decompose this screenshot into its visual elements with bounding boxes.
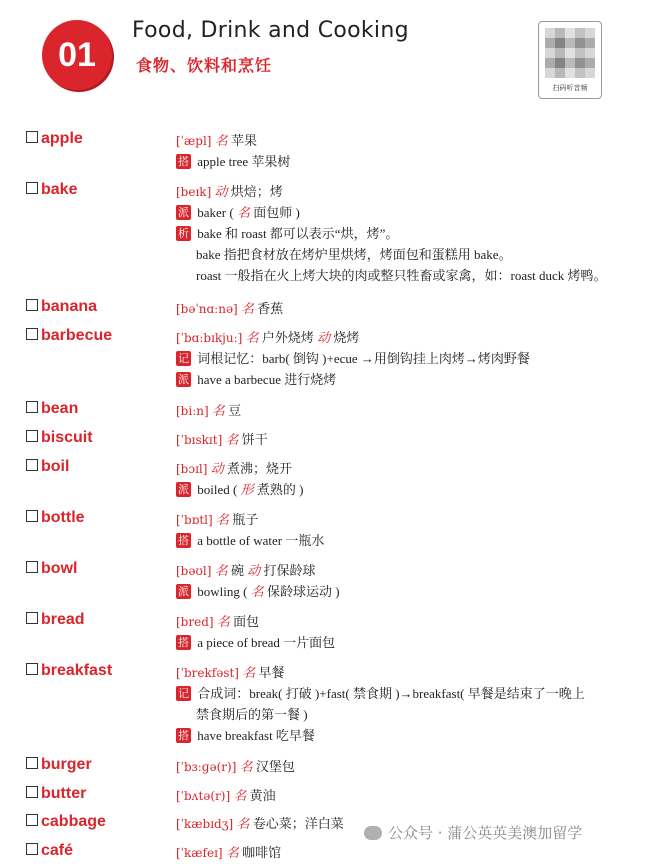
headword-text: banana bbox=[41, 298, 98, 315]
checkbox-icon[interactable] bbox=[26, 814, 38, 826]
headword bbox=[26, 509, 85, 527]
meaning-text: 香蕉 bbox=[257, 301, 284, 316]
note-tag-icon: 记 bbox=[178, 352, 189, 365]
phonetic: [ˈkæfeɪ] bbox=[176, 846, 223, 860]
part-of-speech: 动 bbox=[214, 185, 228, 200]
unit-title-cn: 食物、饮料和烹饪 bbox=[136, 56, 273, 75]
definition-line bbox=[176, 202, 636, 223]
definition-block bbox=[176, 509, 636, 551]
part-of-speech: 名 bbox=[233, 789, 247, 804]
note-tag-icon: 搭 bbox=[178, 155, 189, 168]
checkbox-icon[interactable] bbox=[26, 510, 38, 522]
part-of-speech: 动 bbox=[317, 331, 331, 346]
note-tag-icon: 析 bbox=[178, 227, 189, 240]
part-of-speech: 名 bbox=[215, 513, 229, 528]
definition-block bbox=[176, 785, 636, 806]
part-of-speech: 名 bbox=[211, 404, 225, 419]
headword-text: café bbox=[41, 842, 74, 859]
meaning-text: 打保龄球 bbox=[263, 563, 316, 578]
definition-line bbox=[176, 429, 636, 450]
phonetic: [beɪk] bbox=[176, 185, 212, 199]
unit-number-badge: 01 bbox=[42, 20, 112, 90]
definition-block bbox=[176, 458, 636, 500]
headword-text: boil bbox=[41, 458, 70, 475]
definition-block bbox=[176, 400, 636, 421]
headword bbox=[26, 560, 77, 578]
headword-text: cabbage bbox=[41, 813, 106, 830]
definition-line bbox=[176, 632, 636, 653]
phonetic: [ˈbɒtl] bbox=[176, 513, 213, 527]
definition-block bbox=[176, 756, 636, 777]
part-of-speech: 动 bbox=[210, 462, 224, 477]
definition-line bbox=[176, 348, 636, 369]
meaning-text: 黄油 bbox=[249, 788, 276, 803]
definition-block bbox=[176, 327, 636, 390]
headword bbox=[26, 785, 86, 803]
meaning-text: 瓶子 bbox=[232, 512, 259, 527]
definition-block bbox=[176, 298, 636, 319]
phonetic: [ˈkæbɪdʒ] bbox=[176, 817, 234, 831]
meaning-text: have a barbecue 进行烧烤 bbox=[197, 372, 337, 387]
checkbox-icon[interactable] bbox=[26, 430, 38, 442]
watermark-text: 公众号 · 蒲公英英美澳加留学 bbox=[388, 824, 583, 842]
headword-text: bake bbox=[41, 181, 78, 198]
headword bbox=[26, 400, 78, 418]
meaning-text: apple tree 苹果树 bbox=[197, 154, 291, 169]
definition-line bbox=[176, 611, 636, 632]
meaning-text: 早餐 bbox=[258, 665, 285, 680]
meaning-text: have breakfast 吃早餐 bbox=[197, 728, 315, 743]
checkbox-icon[interactable] bbox=[26, 786, 38, 798]
definition-line bbox=[176, 458, 636, 479]
headword bbox=[26, 130, 83, 148]
meaning-text: roast 一般指在火上烤大块的肉或整只牲畜或家禽，如：roast duck 烤鸭。 bbox=[196, 268, 607, 283]
definition-line bbox=[176, 756, 636, 777]
definition-line bbox=[176, 560, 636, 581]
definition-block bbox=[176, 181, 636, 286]
meaning-text: 禁食期后的第一餐 ) bbox=[196, 707, 308, 722]
part-of-speech: 名 bbox=[242, 666, 256, 681]
headword-text: butter bbox=[41, 785, 87, 802]
headword-text: bread bbox=[41, 611, 85, 628]
definition-line bbox=[176, 479, 636, 500]
meaning-text: 词根记忆：barb( 倒钩 )+ecue →用倒钩挂上肉烤→烤肉野餐 bbox=[197, 351, 530, 366]
derived-word: bowling ( bbox=[197, 584, 248, 599]
phonetic: [ˈbɜːɡə(r)] bbox=[176, 760, 237, 774]
headword bbox=[26, 662, 112, 680]
checkbox-icon[interactable] bbox=[26, 182, 38, 194]
meaning-text: 豆 bbox=[228, 403, 242, 418]
headword-text: apple bbox=[41, 130, 83, 147]
checkbox-icon[interactable] bbox=[26, 757, 38, 769]
phonetic: [bəʊl] bbox=[176, 564, 212, 578]
meaning-text: a bottle of water 一瓶水 bbox=[197, 533, 325, 548]
part-of-speech: 名 bbox=[236, 817, 250, 832]
note-tag-icon: 搭 bbox=[178, 534, 189, 547]
definition-block bbox=[176, 130, 636, 172]
phonetic: [biːn] bbox=[176, 404, 209, 418]
checkbox-icon[interactable] bbox=[26, 843, 38, 855]
headword bbox=[26, 181, 77, 199]
headword bbox=[26, 611, 85, 629]
definition-line bbox=[176, 400, 636, 421]
definition-line bbox=[176, 704, 636, 725]
phonetic: [ˈbɑːbɪkjuː] bbox=[176, 331, 243, 345]
part-of-speech: 名 bbox=[225, 433, 239, 448]
phonetic: [ˈbʌtə(r)] bbox=[176, 789, 231, 803]
checkbox-icon[interactable] bbox=[26, 663, 38, 675]
checkbox-icon[interactable] bbox=[26, 459, 38, 471]
headword-text: barbecue bbox=[41, 327, 113, 344]
part-of-speech: 名 bbox=[214, 134, 228, 149]
meaning-text: 面包师 ) bbox=[253, 205, 300, 220]
meaning-text: 合成词：break( 打破 )+fast( 禁食期 )→breakfast( 早餐是结束了一晚上 bbox=[197, 686, 585, 701]
checkbox-icon[interactable] bbox=[26, 328, 38, 340]
note-tag-icon: 派 bbox=[178, 373, 189, 386]
phonetic: [ˈbrekfəst] bbox=[176, 666, 239, 680]
meaning-text: 汉堡包 bbox=[255, 759, 295, 774]
definition-block bbox=[176, 842, 636, 863]
meaning-text: 咖啡馆 bbox=[242, 845, 282, 860]
part-of-speech: 名 bbox=[239, 760, 253, 775]
phonetic: [bred] bbox=[176, 615, 214, 629]
wechat-icon bbox=[364, 826, 382, 840]
definition-line bbox=[176, 223, 636, 244]
headword bbox=[26, 327, 112, 345]
phonetic: [bəˈnɑːnə] bbox=[176, 302, 238, 316]
note-tag-icon: 搭 bbox=[178, 636, 189, 649]
part-of-speech: 名 bbox=[240, 302, 254, 317]
note-tag-icon: 搭 bbox=[178, 729, 189, 742]
definition-line bbox=[176, 530, 636, 551]
meaning-text: a piece of bread 一片面包 bbox=[197, 635, 336, 650]
meaning-text: 面包 bbox=[233, 614, 260, 629]
part-of-speech: 名 bbox=[250, 585, 264, 600]
meaning-text: 苹果 bbox=[230, 133, 257, 148]
note-tag-icon: 派 bbox=[178, 483, 189, 496]
headword-text: burger bbox=[41, 756, 92, 773]
meaning-text: bake 和 roast 都可以表示“烘，烤”。 bbox=[197, 226, 399, 241]
definition-line bbox=[176, 244, 636, 265]
definition-block bbox=[176, 429, 636, 450]
headword-text: bean bbox=[41, 400, 79, 417]
headword-text: biscuit bbox=[41, 429, 93, 446]
headword bbox=[26, 813, 106, 831]
checkbox-icon[interactable] bbox=[26, 299, 38, 311]
part-of-speech: 名 bbox=[216, 615, 230, 630]
definition-line bbox=[176, 842, 636, 863]
definition-line bbox=[176, 151, 636, 172]
definition-block bbox=[176, 560, 636, 602]
note-tag-icon: 派 bbox=[178, 206, 189, 219]
definition-line bbox=[176, 298, 636, 319]
definition-line bbox=[176, 662, 636, 683]
part-of-speech: 名 bbox=[245, 331, 259, 346]
meaning-text: 碗 bbox=[230, 563, 244, 578]
checkbox-icon[interactable] bbox=[26, 561, 38, 573]
derived-word: baker ( bbox=[197, 205, 234, 220]
definition-block bbox=[176, 662, 636, 746]
meaning-text: 煮沸；烧开 bbox=[226, 461, 292, 476]
headword bbox=[26, 756, 92, 774]
meaning-text: 烧烤 bbox=[333, 330, 360, 345]
derived-word: boiled ( bbox=[197, 482, 238, 497]
definition-line bbox=[176, 327, 636, 348]
headword bbox=[26, 458, 69, 476]
note-tag-icon: 记 bbox=[178, 687, 189, 700]
part-of-speech: 名 bbox=[225, 846, 239, 861]
meaning-text: bake 指把食材放在烤炉里烘烤，烤面包和蛋糕用 bake。 bbox=[196, 247, 512, 262]
headword bbox=[26, 842, 73, 860]
checkbox-icon[interactable] bbox=[26, 612, 38, 624]
definition-line bbox=[176, 181, 636, 202]
meaning-text: 烘焙；烤 bbox=[230, 184, 283, 199]
meaning-text: 保龄球运动 ) bbox=[266, 584, 340, 599]
definition-line bbox=[176, 265, 636, 286]
meaning-text: 卷心菜；洋白菜 bbox=[252, 816, 344, 831]
definition-line bbox=[176, 509, 636, 530]
phonetic: [bɔɪl] bbox=[176, 462, 208, 476]
meaning-text: 户外烧烤 bbox=[261, 330, 314, 345]
part-of-speech: 动 bbox=[247, 564, 261, 579]
part-of-speech: 名 bbox=[236, 206, 250, 221]
definition-line bbox=[176, 683, 636, 704]
part-of-speech: 形 bbox=[240, 483, 254, 498]
unit-title-en: Food, Drink and Cooking bbox=[132, 18, 409, 43]
headword-text: breakfast bbox=[41, 662, 113, 679]
headword bbox=[26, 298, 97, 316]
checkbox-icon[interactable] bbox=[26, 131, 38, 143]
part-of-speech: 名 bbox=[214, 564, 228, 579]
definition-line bbox=[176, 725, 636, 746]
definition-line bbox=[176, 130, 636, 151]
headword bbox=[26, 429, 93, 447]
note-tag-icon: 派 bbox=[178, 585, 189, 598]
phonetic: [ˈbɪskɪt] bbox=[176, 433, 223, 447]
qr-caption: 扫码听音频 bbox=[552, 84, 588, 92]
headword-text: bottle bbox=[41, 509, 85, 526]
meaning-text: 煮熟的 ) bbox=[256, 482, 304, 497]
meaning-text: 饼干 bbox=[241, 432, 268, 447]
definition-line bbox=[176, 785, 636, 806]
definition-line bbox=[176, 581, 636, 602]
checkbox-icon[interactable] bbox=[26, 401, 38, 413]
phonetic: [ˈæpl] bbox=[176, 134, 212, 148]
definition-line bbox=[176, 369, 636, 390]
definition-block bbox=[176, 611, 636, 653]
watermark bbox=[364, 822, 582, 843]
headword-text: bowl bbox=[41, 560, 78, 577]
